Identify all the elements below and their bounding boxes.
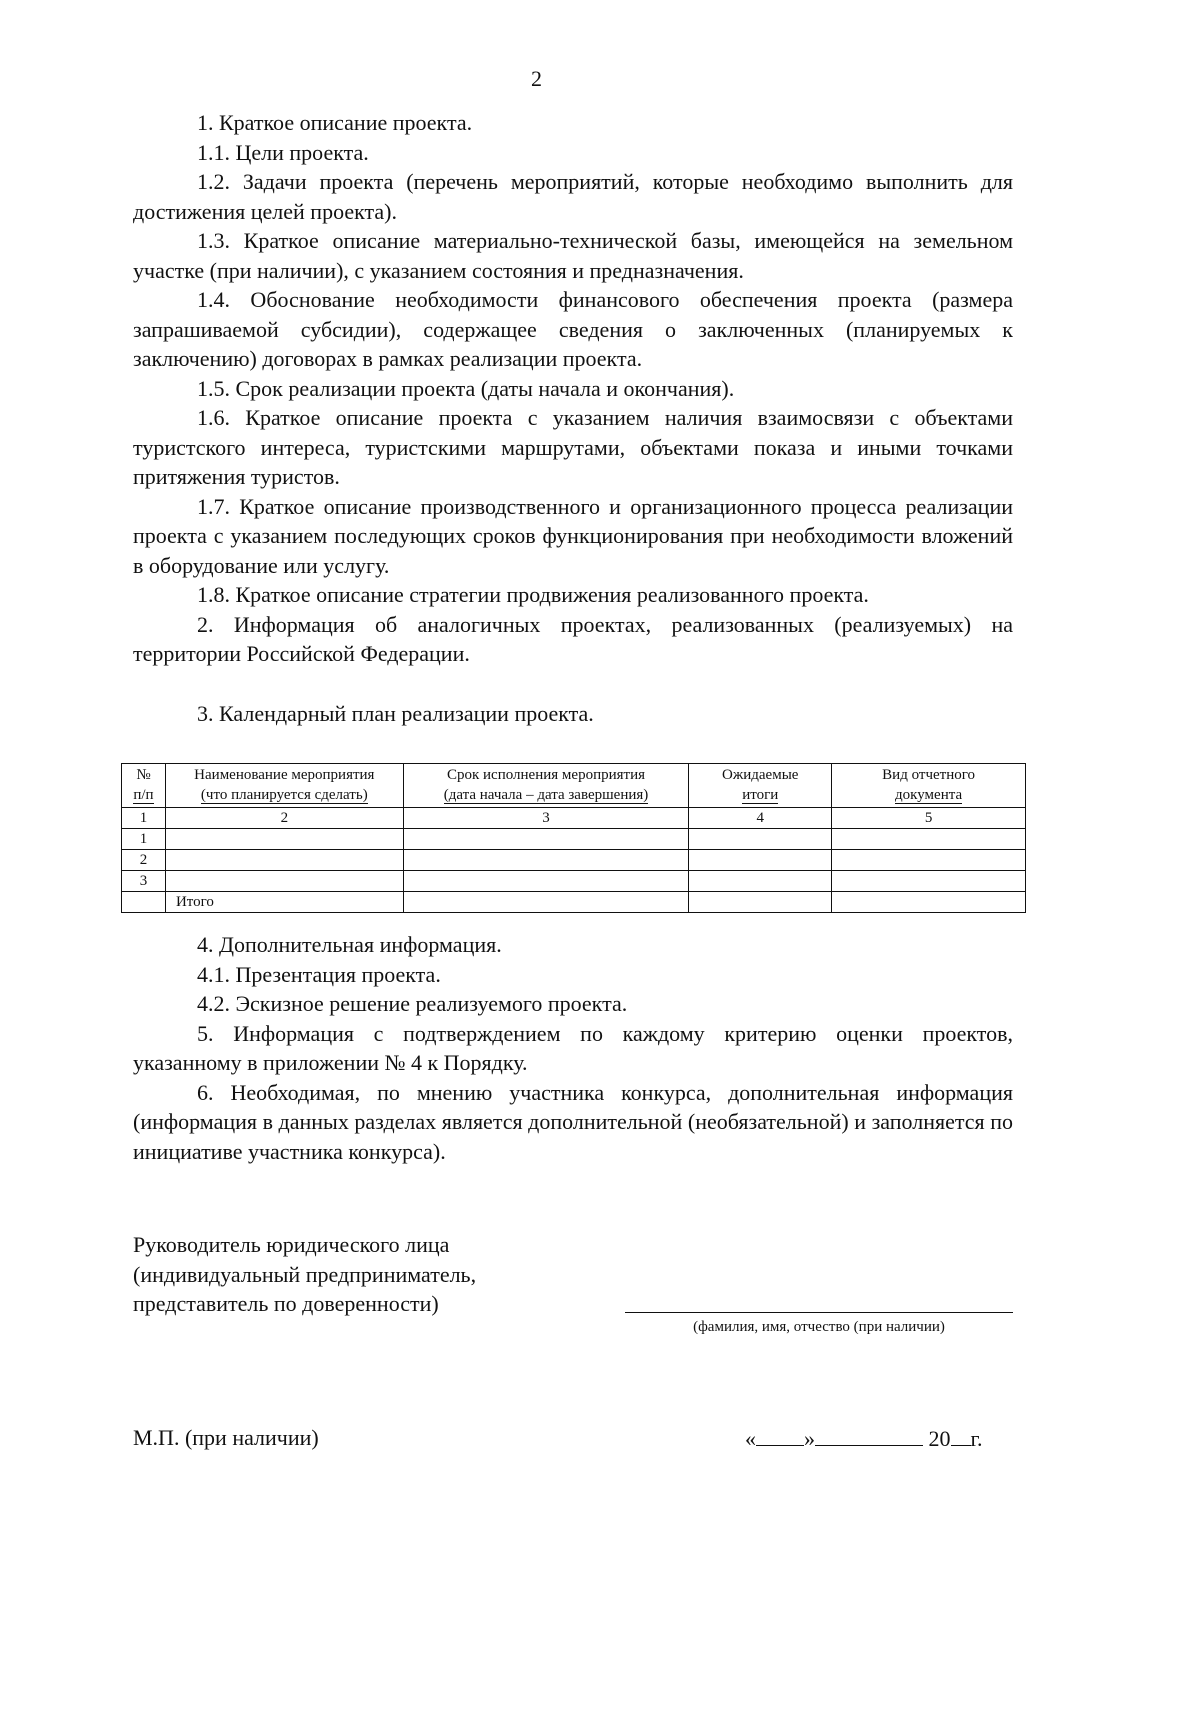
day-blank [756, 1425, 804, 1446]
total-row [122, 892, 1026, 913]
paragraph-1-6: 1.6. Краткое описание проекта с указанием наличия взаимосвязи с объектами туристского интереса, туристскими маршрутами, объектами показа и иными точками притяжения туристов. [133, 405, 1013, 489]
paragraph-1-8: 1.8. Краткое описание стратегии продвижения реализованного проекта. [197, 582, 869, 607]
seal-label: М.П. (при наличии) [133, 1425, 319, 1450]
paragraph-6: 6. Необходимая, по мнению участника конкурса, дополнительная информация (информация в данных разделах является дополнительной (необязательной) и заполняется по инициативе участника конкурса). [133, 1079, 1013, 1164]
paragraph-1-5: 1.5. Срок реализации проекта (даты начала и окончания). [197, 375, 735, 401]
paragraph-1-3: 1.3. Краткое описание материально-технической базы, имеющейся на земельном участке (при наличии), с указанием состояния и предназначения. [133, 228, 1013, 283]
paragraph-4-1: 4.1. Презентация проекта. [197, 961, 441, 987]
calendar-plan-table [121, 763, 1026, 913]
page-number: 2 [531, 66, 542, 91]
document-body [133, 108, 1013, 728]
paragraph-1-4: 1.4. Обоснование необходимости финансового обеспечения проекта (размера запрашиваемой субсидии), содержащее сведения о заключенных (планируемых к заключению) договорах в рамках реализации проекта. [133, 287, 1013, 371]
table-row: 1 [122, 829, 1026, 850]
name-caption: (фамилия, имя, отчество (при наличии) [693, 1319, 945, 1335]
signatory-line-3: представитель по доверенности) [133, 1291, 439, 1316]
paragraph-1-2: 1.2. Задачи проекта (перечень мероприятий, которые необходимо выполнить для достижения целей проекта). [133, 169, 1013, 224]
paragraph-2: 2. Информация об аналогичных проектах, реализованных (реализуемых) на территории Российской Федерации. [133, 611, 1013, 666]
paragraph-3: 3. Календарный план реализации проекта. [197, 700, 594, 726]
signature-line [625, 1312, 1013, 1313]
header-number: № п/п [122, 764, 166, 808]
header-report-type: Вид отчетного документа [832, 764, 1026, 808]
header-deadline: Срок исполнения мероприятия (дата начала – дата завершения) [403, 764, 689, 808]
column-numbers-row: 1 2 3 4 5 [122, 808, 1026, 829]
signatory-line-1: Руководитель юридического лица [133, 1232, 450, 1257]
date-field: « » 20 г. [745, 1426, 983, 1451]
paragraph-1: 1. Краткое описание проекта. [197, 110, 473, 135]
header-expected-results: Ожидаемые итоги [689, 764, 832, 808]
signatory-block [133, 1230, 476, 1319]
table-row: 3 [122, 871, 1026, 892]
paragraph-1-1: 1.1. Цели проекта. [197, 139, 369, 165]
document-body-continued [133, 930, 1013, 1166]
paragraph-5: 5. Информация с подтверждением по каждому критерию оценки проектов, указанному в приложении № 4 к Порядку. [133, 1020, 1013, 1075]
month-blank [815, 1425, 923, 1446]
table-row: 2 [122, 850, 1026, 871]
paragraph-1-7: 1.7. Краткое описание производственного и организационного процесса реализации проекта с указанием последующих сроков функционирования при необходимости вложений в оборудование или услугу. [133, 493, 1013, 578]
header-event-name: Наименование мероприятия (что планируется сделать) [165, 764, 403, 808]
paragraph-4: 4. Дополнительная информация. [197, 932, 502, 957]
total-label: Итого [165, 892, 403, 913]
paragraph-4-2: 4.2. Эскизное решение реализуемого проекта. [197, 991, 628, 1016]
year-blank [951, 1425, 971, 1446]
signatory-line-2: (индивидуальный предприниматель, [133, 1261, 477, 1287]
table-header-row [122, 764, 1026, 808]
